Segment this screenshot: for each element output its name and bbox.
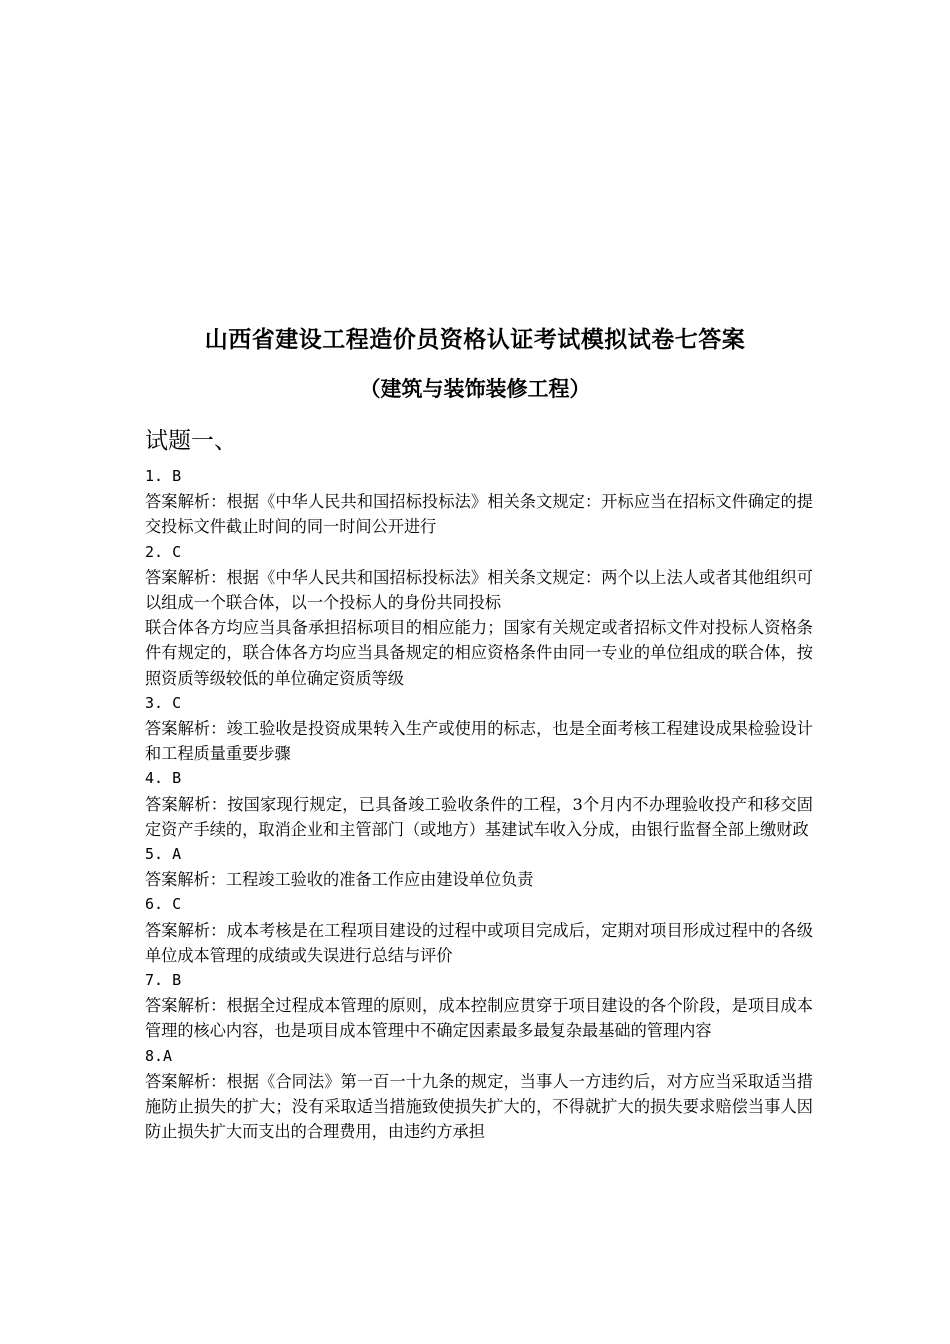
answer-number: 8.A xyxy=(145,1046,173,1065)
answer-explanation: 答案解析：根据全过程成本管理的原则，成本控制应贯穿于项目建设的各个阶段，是项目成本管理的核心内容，也是项目成本管理中不确定因素最多最复杂最基础的管理内容 xyxy=(145,996,813,1041)
answer-explanation: 答案解析：根据《中华人民共和国招标投标法》相关条文规定：两个以上法人或者其他组织可以组成一个联合体，以一个投标人的身份共同投标 xyxy=(145,567,813,613)
answer-explanation: 答案解析：成本考核是在工程项目建设的过程中或项目完成后，定期对项目形成过程中的各级单位成本管理的成绩或失误进行总结与评价 xyxy=(145,920,813,965)
answer-explanation: 联合体各方均应当具备承担招标项目的相应能力；国家有关规定或者招标文件对投标人资格条件有规定的，联合体各方均应当具备规定的相应资格条件由同一专业的单位组成的联合体，按照资质等级较低的单位确定资质等级 xyxy=(145,618,813,688)
answer-explanation: 答案解析：根据《合同法》第一百一十九条的规定，当事人一方违约后，对方应当采取适当措施防止损失的扩大；没有采取适当措施致使损失扩大的，不得就扩大的损失要求赔偿当事人因防止损失扩大而支出的合理费用，由违约方承担 xyxy=(145,1071,813,1142)
answer-list xyxy=(145,464,813,1144)
section-heading: 试题一、 xyxy=(145,428,237,454)
answer-number: 3. C xyxy=(145,693,182,712)
answer-explanation: 答案解析：按国家现行规定，已具备竣工验收条件的工程，3个月内不办理验收投产和移交固定资产手续的，取消企业和主管部门（或地方）基建试车收入分成，由银行监督全部上缴财政 xyxy=(145,794,813,839)
answer-number: 4. B xyxy=(145,769,182,788)
answer-explanation: 答案解析：工程竣工验收的准备工作应由建设单位负责 xyxy=(145,870,534,890)
answer-number: 5. A xyxy=(145,845,182,864)
answer-explanation: 答案解析：竣工验收是投资成果转入生产或使用的标志，也是全面考核工程建设成果检验设计和工程质量重要步骤 xyxy=(145,719,813,764)
answer-number: 6. C xyxy=(145,895,182,914)
answer-number: 1. B xyxy=(145,467,182,485)
answer-number: 7. B xyxy=(145,971,182,990)
document-subtitle: （建筑与装饰装修工程） xyxy=(359,376,591,401)
answer-number: 2. C xyxy=(145,542,182,561)
answer-explanation: 答案解析：根据《中华人民共和国招标投标法》相关条文规定：开标应当在招标文件确定的提交投标文件截止时间的同一时间公开进行 xyxy=(145,492,813,537)
document-title: 山西省建设工程造价员资格认证考试模拟试卷七答案 xyxy=(204,326,746,353)
